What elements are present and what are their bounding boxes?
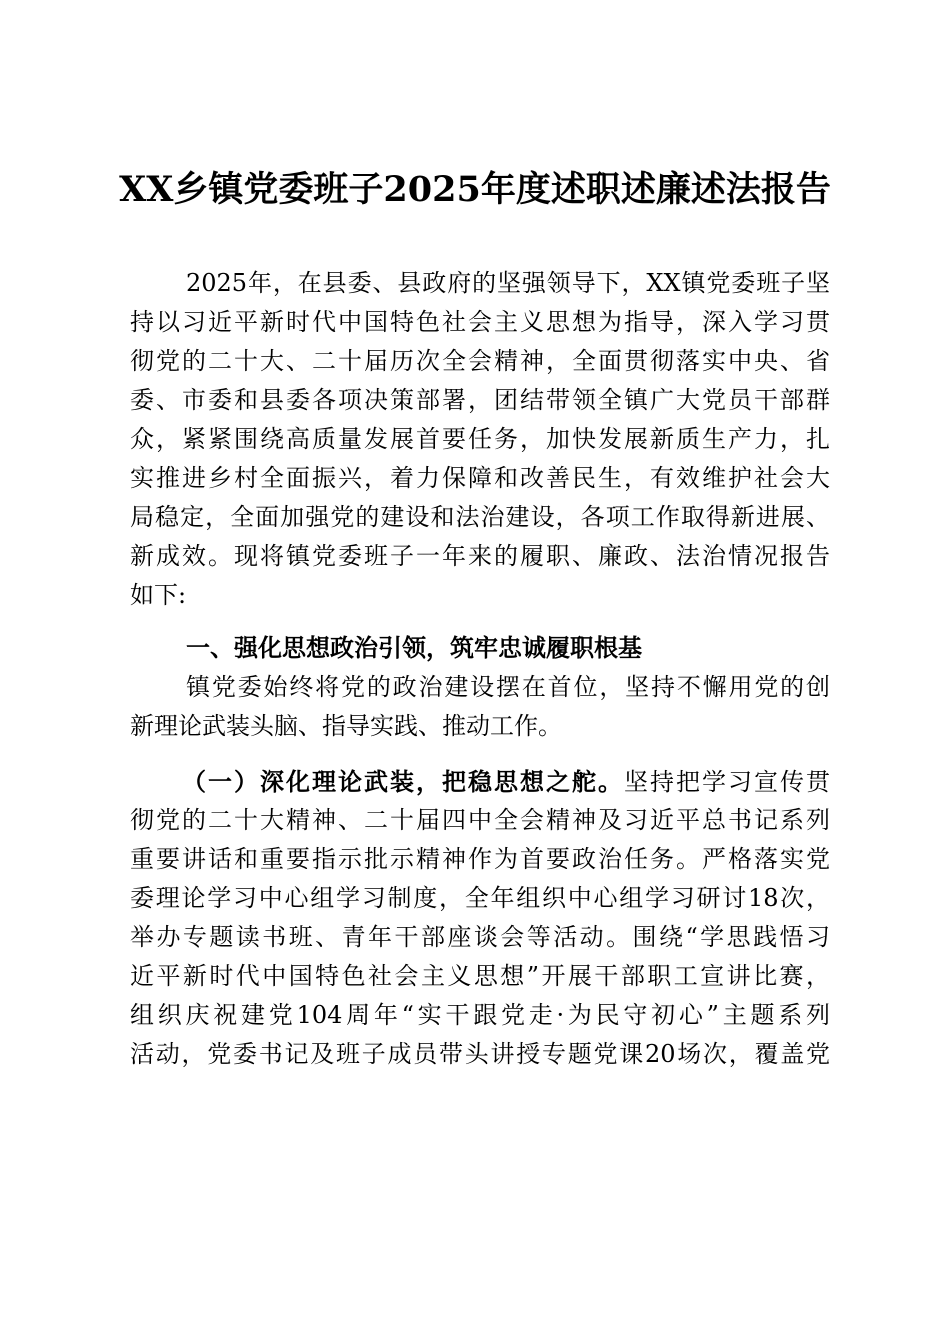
paragraph-line: 新成效。现将镇党委班子一年来的履职、廉政、法治情况报告 <box>130 542 830 570</box>
paragraph-line: 彻党的二十大精神、二十届四中全会精神及习近平总书记系列 <box>130 806 830 834</box>
paragraph-line: 近平新时代中国特色社会主义思想”开展干部职工宣讲比赛， <box>130 962 830 990</box>
paragraph-line: 活动，党委书记及班子成员带头讲授专题党课20场次，覆盖党 <box>130 1040 830 1068</box>
paragraph-line: 如下: <box>130 581 187 609</box>
paragraph-line: 举办专题读书班、青年干部座谈会等活动。围绕“学思践悟习 <box>130 923 830 951</box>
document-body <box>130 264 830 1074</box>
line-text: 坚持把学习宣传贯 <box>624 768 830 796</box>
paragraph-line: 委、市委和县委各项决策部署，团结带领全镇广大党员干部群 <box>130 386 830 414</box>
paragraph-line: 镇党委始终将党的政治建设摆在首位，坚持不懈用党的创 <box>186 673 830 701</box>
intro-paragraph <box>130 264 830 615</box>
section-paragraph <box>130 668 830 746</box>
paragraph-line: 局稳定，全面加强党的建设和法治建设，各项工作取得新进展、 <box>130 503 830 531</box>
paragraph-line: 2025年，在县委、县政府的坚强领导下，XX镇党委班子坚 <box>186 269 830 297</box>
paragraph-line: 重要讲话和重要指示批示精神作为首要政治任务。严格落实党 <box>130 845 830 873</box>
subsection-heading: （一）深化理论武装，把稳思想之舵。 <box>182 767 624 796</box>
paragraph-line: 组织庆祝建党104周年“实干跟党走·为民守初心”主题系列 <box>130 1001 830 1029</box>
paragraph-line: 新理论武装头脑、指导实践、推动工作。 <box>130 712 562 740</box>
paragraph-line: 实推进乡村全面振兴，着力保障和改善民生，有效维护社会大 <box>130 464 830 492</box>
paragraph-line <box>130 762 830 801</box>
paragraph-line: 彻党的二十大、二十届历次全会精神，全面贯彻落实中央、省 <box>130 347 830 375</box>
subsection-paragraph <box>130 762 830 1074</box>
document-title: XX乡镇党委班子2025年度述职述廉述法报告 <box>119 169 831 210</box>
paragraph-line: 持以习近平新时代中国特色社会主义思想为指导，深入学习贯 <box>130 308 830 336</box>
paragraph-line: 众，紧紧围绕高质量发展首要任务，加快发展新质生产力，扎 <box>130 425 830 453</box>
section-heading: 一、强化思想政治引领，筑牢忠诚履职根基 <box>186 634 642 662</box>
paragraph-line: 委理论学习中心组学习制度，全年组织中心组学习研讨18次， <box>130 884 830 912</box>
